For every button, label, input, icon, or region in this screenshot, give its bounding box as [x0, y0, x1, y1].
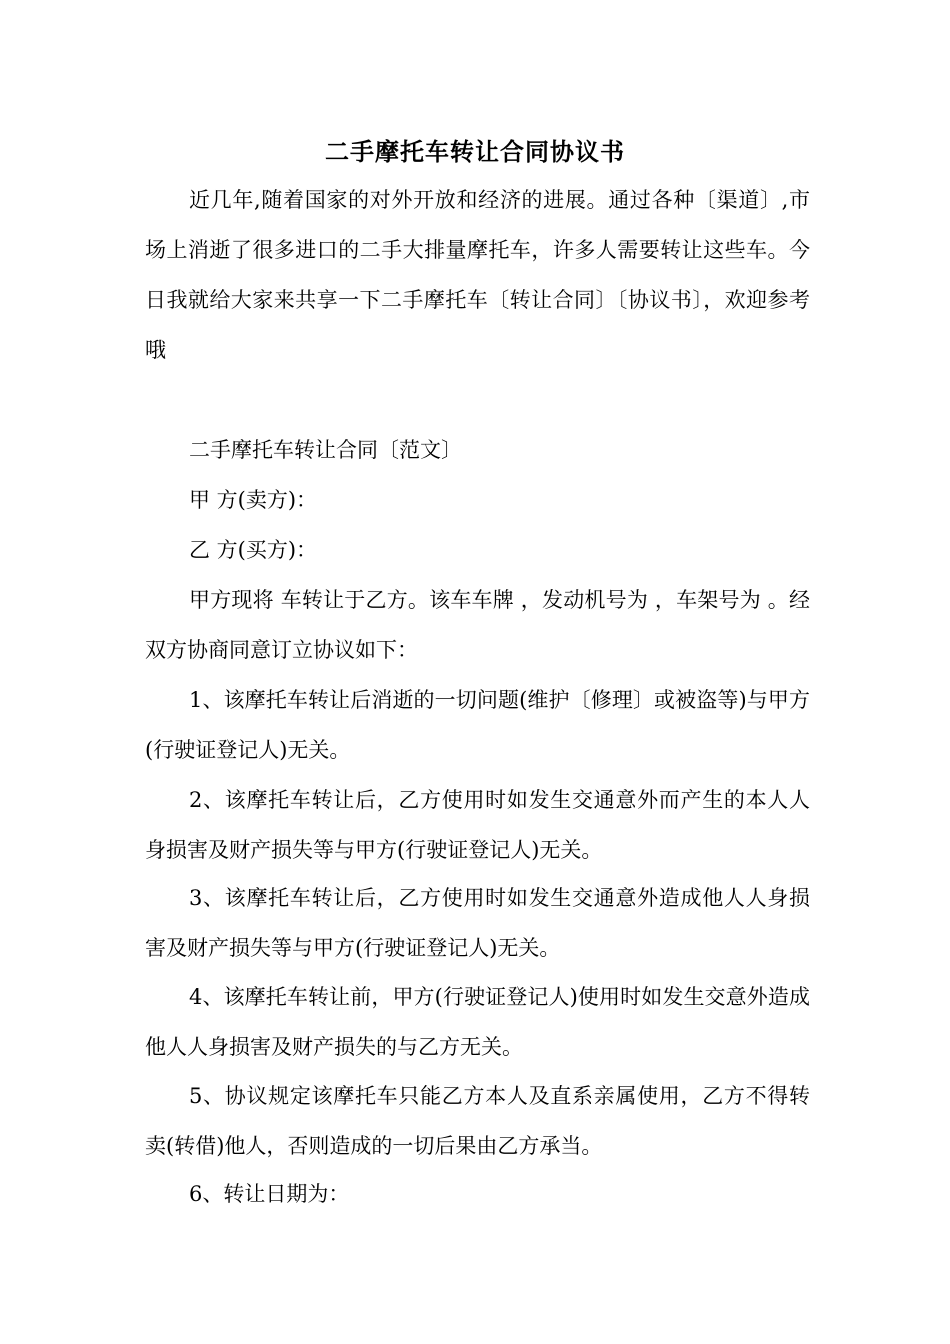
clause-4: 4、该摩托车转让前，甲方(行驶证登记人)使用时如发生交意外造成他人人身损害及财产损失的与乙方无关。: [145, 985, 810, 1059]
contract-heading: 二手摩托车转让合同〔范文〕: [189, 438, 462, 462]
clause-2: 2、该摩托车转让后，乙方使用时如发生交通意外而产生的本人人身损害及财产损失等与甲方(行驶证登记人)无关。: [145, 788, 810, 862]
party-b-line: 乙 方(买方)：: [189, 538, 318, 562]
preamble-paragraph: 甲方现将 车转让于乙方。该车车牌 ，发动机号为 ，车架号为 。经双方协商同意订立协议如下：: [145, 588, 810, 662]
clause-6: 6、转让日期为：: [189, 1182, 350, 1206]
intro-paragraph: 近几年,随着国家的对外开放和经济的进展。通过各种〔渠道〕,市场上消逝了很多进口的二手大排量摩托车，许多人需要转让这些车。今日我就给大家来共享一下二手摩托车〔转让合同〕〔协议书〕，欢迎参考哦: [145, 188, 810, 362]
clause-5: 5、协议规定该摩托车只能乙方本人及直系亲属使用，乙方不得转卖(转借)他人，否则造成的一切后果由乙方承当。: [145, 1084, 810, 1158]
clause-1: 1、该摩托车转让后消逝的一切问题(维护〔修理〕或被盗等)与甲方(行驶证登记人)无关。: [145, 688, 810, 762]
document-title: 二手摩托车转让合同协议书: [325, 137, 625, 166]
party-a-line: 甲 方(卖方)：: [189, 488, 318, 512]
clause-3: 3、该摩托车转让后，乙方使用时如发生交通意外造成他人人身损害及财产损失等与甲方(行驶证登记人)无关。: [145, 886, 810, 960]
